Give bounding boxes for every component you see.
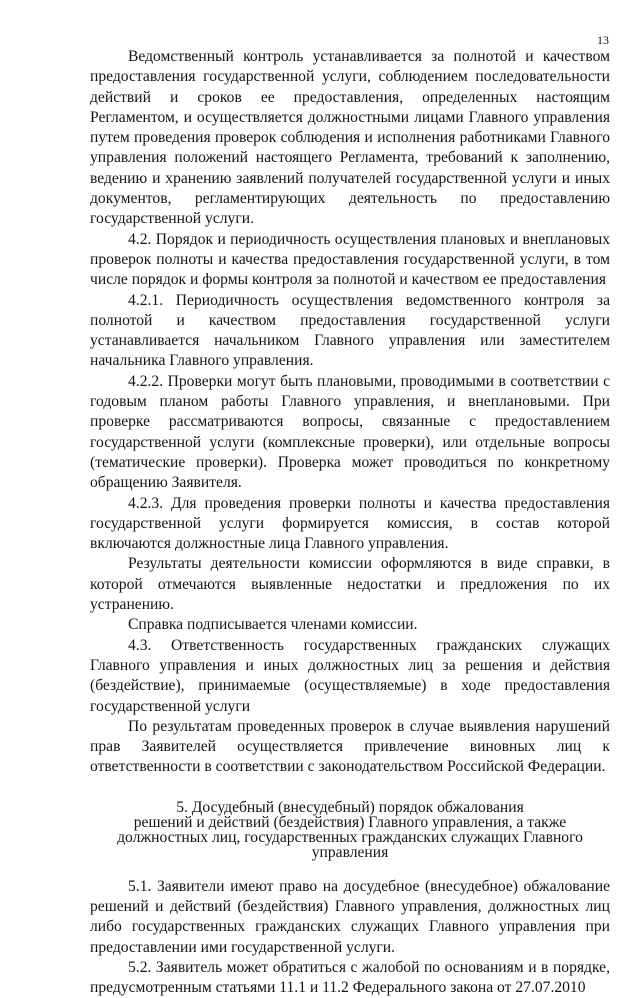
page-number: 13 xyxy=(597,33,609,47)
paragraph-departmental-control: Ведомственный контроль устанавливается за полнотой и качеством предоставления государственной услуги, соблюдением последовательности действий и сроков ее предоставления, определенных настоящим Регламентом, и осуществляется должностными лицами Главного управления путем проведения проверок соблюдения и исполнения работниками Главного управления положений настоящего Регламента, требований к заполнению, ведению и хранению заявлений получателей государственной услуги и иных документов, регламентирующих деятельность по предоставлению государственной услуги. xyxy=(90,48,610,228)
paragraph-4-3: 4.3. Ответственность государственных гражданских служащих Главного управления и иных должностных лиц за решения и действия (бездействие), принимаемые (осуществляемые) в ходе предоставления государственной услуги xyxy=(90,636,610,715)
paragraph-4-2-1: 4.2.1. Периодичность осуществления ведомственного контроля за полнотой и качеством предоставления государственной услуги устанавливается начальником Главного управления или заместителем начальника Главного управления. xyxy=(90,291,610,370)
paragraph-4-2-2: 4.2.2. Проверки могут быть плановыми, проводимыми в соответствии с годовым планом работы Главного управления, и внеплановыми. При проверке рассматриваются вопросы, связанные с предоставлением государственной услуги (комплексные проверки), или отдельные вопросы (тематические проверки). Проверка может проводиться по конкретному обращению Заявителя. xyxy=(90,372,610,492)
section-5-heading-line-1: 5. Досудебный (внесудебный) порядок обжалования xyxy=(176,798,524,816)
section-5-heading-line-3: должностных лиц, государственных гражданских служащих Главного xyxy=(117,828,583,846)
paragraph-report-signing: Справка подписывается членами комиссии. xyxy=(128,616,418,634)
section-5-heading-line-4: управления xyxy=(311,843,389,861)
paragraph-5-2: 5.2. Заявитель может обратиться с жалобой по основаниям и в порядке, предусмотренным статьями 11.1 и 11.2 Федерального закона от 27.07.2010 xyxy=(90,958,610,997)
paragraph-4-2-3: 4.2.3. Для проведения проверки полноты и качества предоставления государственной услуги формируется комиссия, в состав которой включаются должностные лица Главного управления. xyxy=(90,494,610,553)
section-5-heading xyxy=(90,800,610,860)
document-body xyxy=(90,47,610,998)
paragraph-commission-results: Результаты деятельности комиссии оформляются в виде справки, в которой отмечаются выявленные недостатки и предложения по их устранению. xyxy=(90,555,610,614)
paragraph-4-2: 4.2. Порядок и периодичность осуществления плановых и внеплановых проверок полноты и качества предоставления государственной услуги, в том числе порядок и формы контроля за полнотой и качеством ее предоставления xyxy=(90,230,610,289)
paragraph-5-1: 5.1. Заявители имеют право на досудебное (внесудебное) обжалование решений и действий (бездействия) Главного управления, должностных лиц либо государственных гражданских служащих Главного управления при предоставлении ими государственной услуги. xyxy=(90,877,610,956)
paragraph-liability: По результатам проведенных проверок в случае выявления нарушений прав Заявителей осуществляется привлечение виновных лиц к ответственности в соответствии с законодательством Российской Федерации. xyxy=(90,717,610,776)
section-5-heading-line-2: решений и действий (бездействия) Главного управления, а также xyxy=(133,813,567,831)
